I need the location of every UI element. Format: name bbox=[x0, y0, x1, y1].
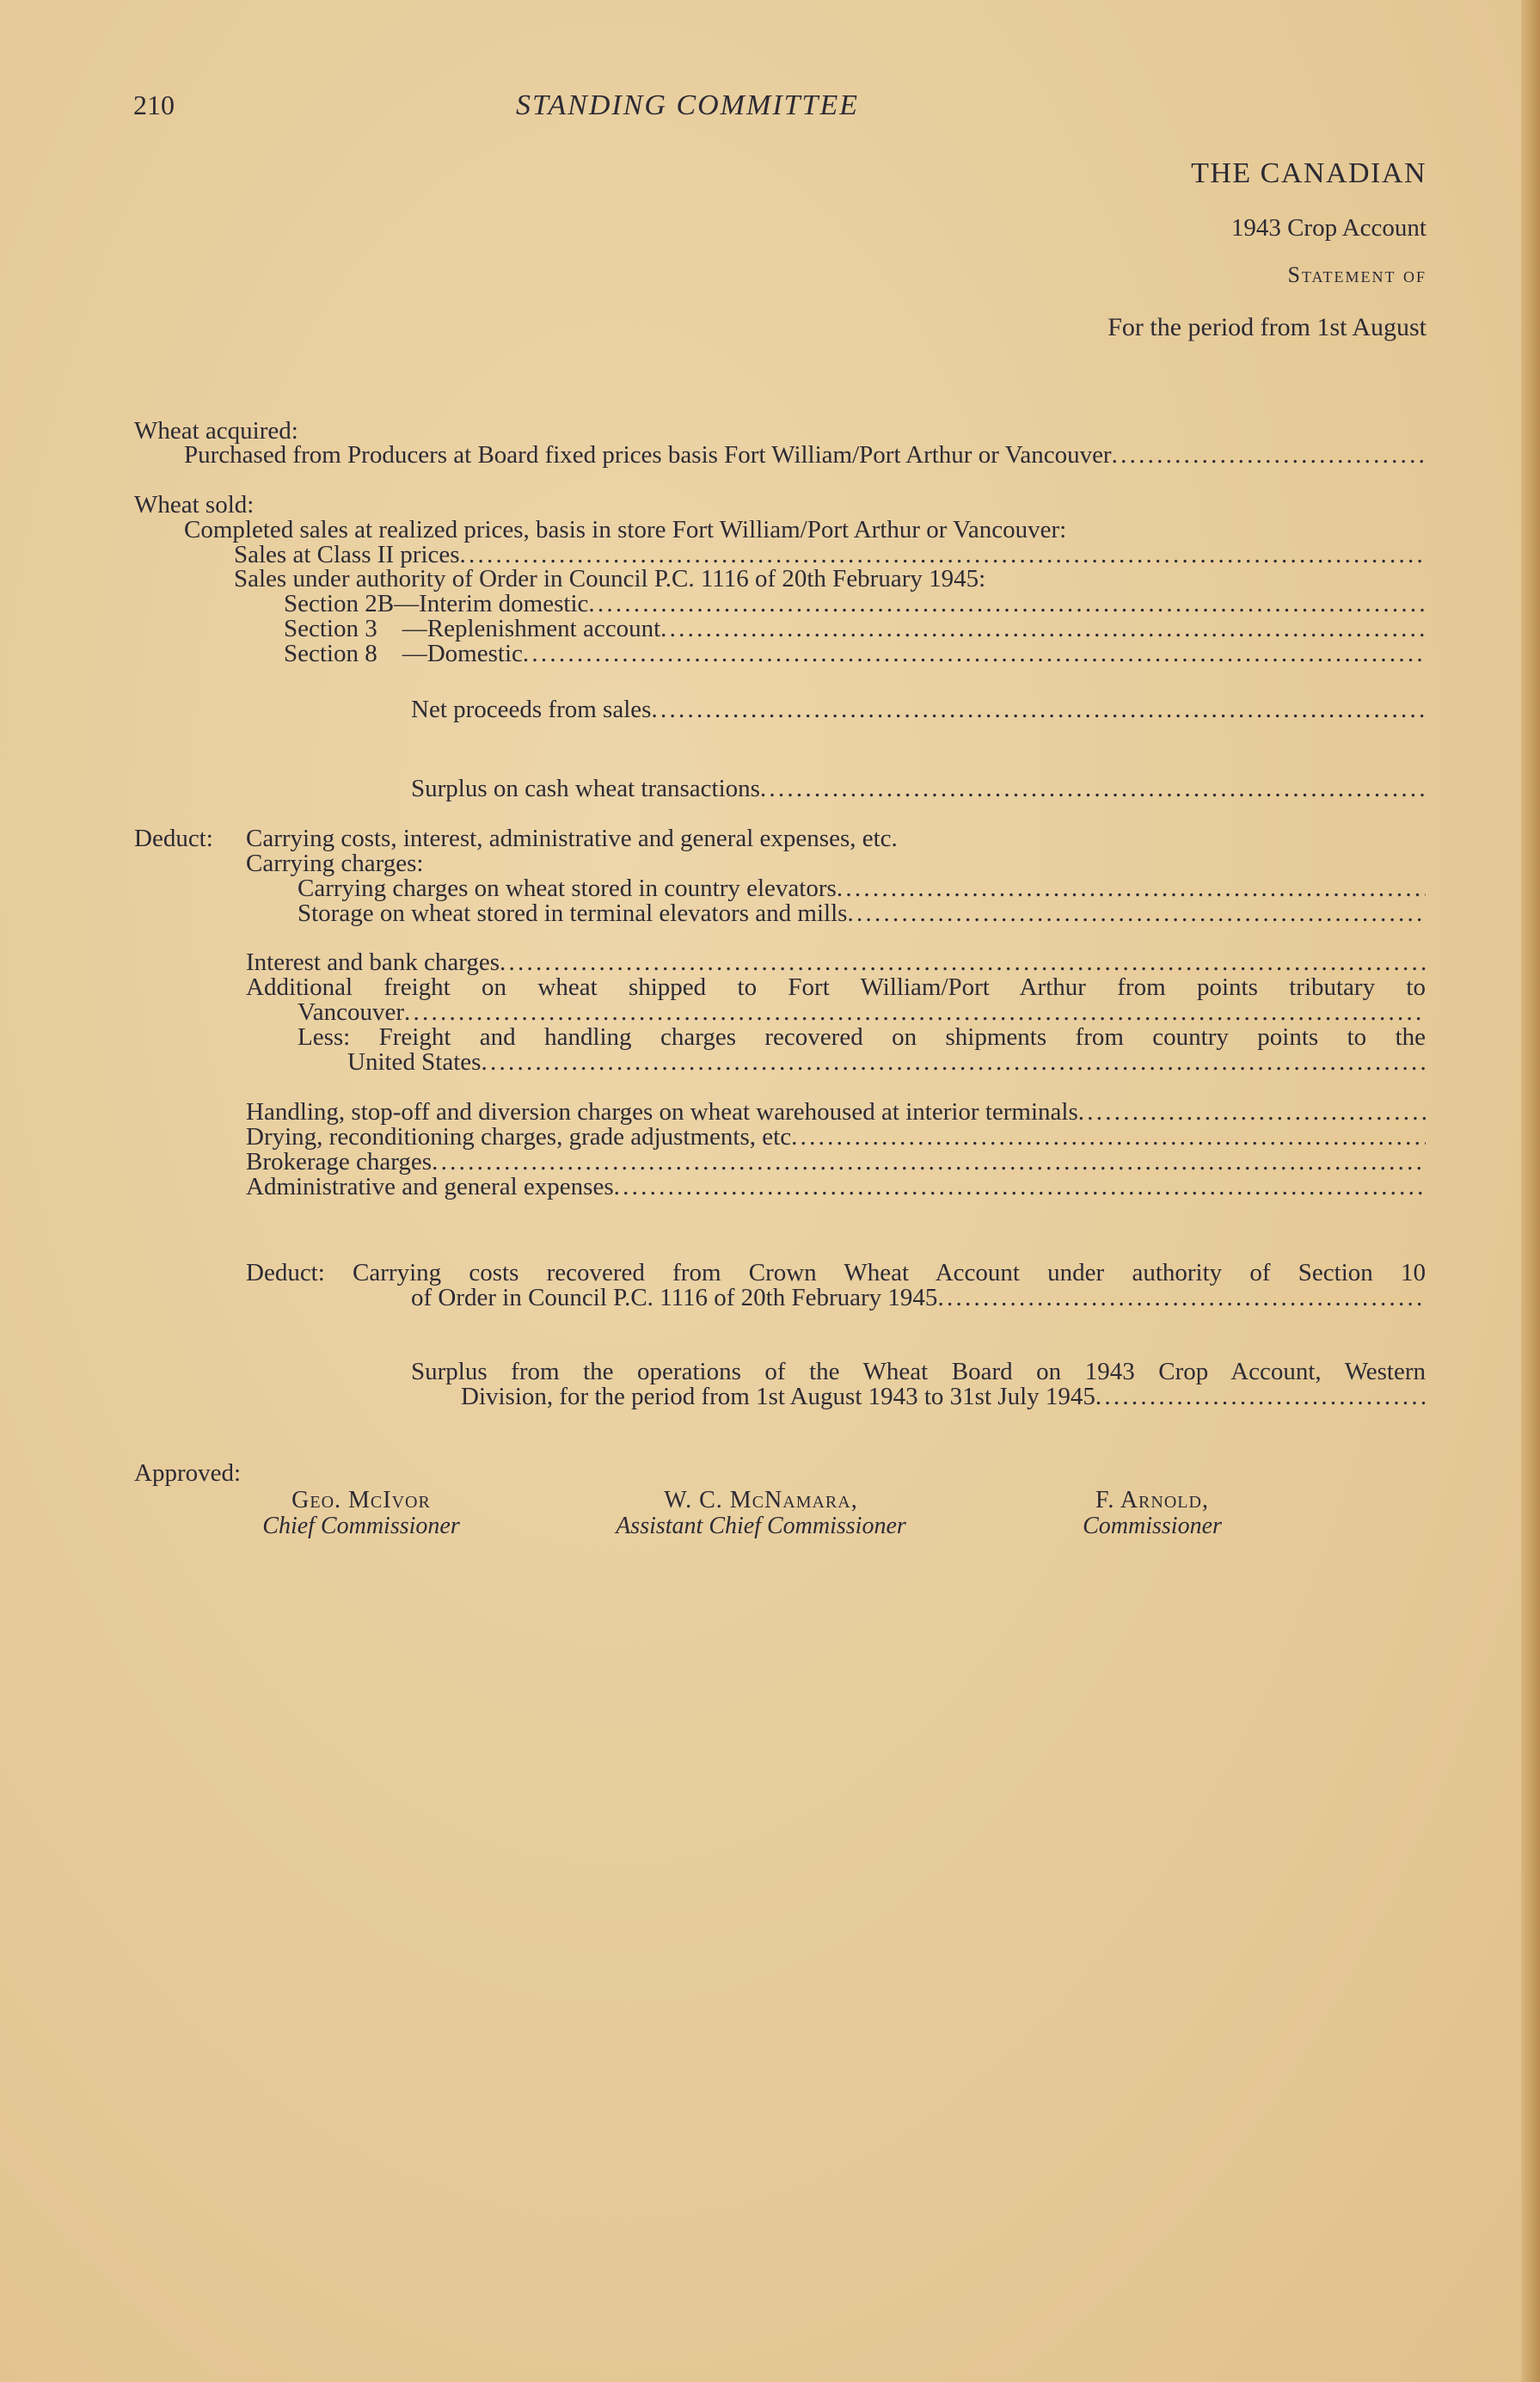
crop-account-label: 1943 Crop Account bbox=[1230, 214, 1426, 242]
deduct-carrying-label: Carrying costs, interest, administrative and general expenses, etc. bbox=[246, 825, 898, 852]
less-line-1: Less: Freight and handling charges recovered on shipments from country points to the bbox=[298, 1023, 1426, 1051]
completed-sales-label: Completed sales at realized prices, basis in store Fort William/Port Arthur or Vancouver: bbox=[184, 516, 1067, 543]
signature-assistant-chief-commissioner bbox=[559, 1488, 963, 1539]
signature-chief-commissioner bbox=[232, 1488, 490, 1539]
line-net-proceeds: Net proceeds from sales . . . bbox=[411, 697, 1426, 722]
line-section-8: Section 8 —Domestic . . . bbox=[284, 641, 1426, 666]
line-purchased: Purchased from Producers at Board fixed prices basis Fort William/Port Arthur or Vancouver . . . bbox=[184, 442, 1426, 468]
line-freight-vancouver: Vancouver . . . bbox=[298, 999, 1426, 1025]
period-label: For the period from 1st August bbox=[1107, 313, 1426, 341]
deduct-label: Deduct: bbox=[134, 825, 213, 852]
wheat-acquired-heading: Wheat acquired: bbox=[134, 417, 298, 445]
line-surplus-cash: Surplus on cash wheat transactions . . . bbox=[411, 776, 1426, 801]
line-handling: Handling, stop-off and diversion charges on wheat warehoused at interior terminals . . . bbox=[246, 1099, 1426, 1125]
statement-title: THE CANADIAN bbox=[1191, 157, 1426, 189]
line-less-united-states: United States . . . bbox=[347, 1049, 1426, 1075]
approved-label: Approved: bbox=[134, 1459, 242, 1487]
line-country-elevators: Carrying charges on wheat stored in country elevators . . . bbox=[298, 875, 1426, 901]
line-interest: Interest and bank charges . . . bbox=[246, 949, 1426, 975]
line-section-3: Section 3 —Replenishment account . . . bbox=[284, 616, 1426, 642]
signatory-name: W. C. McNamara, bbox=[664, 1487, 858, 1513]
line-terminal-storage: Storage on wheat stored in terminal elevators and mills . . . bbox=[298, 900, 1426, 926]
page-number: 210 bbox=[133, 89, 175, 120]
signatory-title: Chief Commissioner bbox=[262, 1513, 460, 1539]
carrying-charges-label: Carrying charges: bbox=[246, 850, 424, 877]
signatory-name: F. Arnold, bbox=[1095, 1487, 1209, 1513]
signatory-title: Commissioner bbox=[1083, 1513, 1222, 1539]
line-class-ii: Sales at Class II prices . . . bbox=[234, 542, 1426, 568]
recovered-line-1: Deduct: Carrying costs recovered from Crown Wheat Account under authority of Section 10 bbox=[246, 1259, 1426, 1286]
line-administrative: Administrative and general expenses . . . bbox=[246, 1174, 1426, 1200]
order-in-council-label: Sales under authority of Order in Council P.C. 1116 of 20th February 1945: bbox=[234, 565, 986, 592]
signature-commissioner bbox=[1040, 1488, 1264, 1539]
running-head: STANDING COMMITTEE bbox=[516, 89, 859, 121]
line-section-2b: Section 2B—Interim domestic . . . bbox=[284, 591, 1426, 617]
line-surplus-division: Division, for the period from 1st August 1943 to 31st July 1945 . . . bbox=[461, 1384, 1426, 1409]
line-drying: Drying, reconditioning charges, grade adjustments, etc . . . bbox=[246, 1124, 1426, 1150]
statement-label: Statement of bbox=[1287, 262, 1426, 287]
signatory-name: Geo. McIvor bbox=[291, 1487, 431, 1513]
surplus-line-1: Surplus from the operations of the Wheat Board on 1943 Crop Account, Western bbox=[411, 1358, 1426, 1385]
line-recovered-order: of Order in Council P.C. 1116 of 20th February 1945 . . . bbox=[411, 1285, 1426, 1311]
signatory-title: Assistant Chief Commissioner bbox=[616, 1513, 906, 1539]
wheat-sold-heading: Wheat sold: bbox=[134, 491, 255, 519]
freight-line-1: Additional freight on wheat shipped to Fort William/Port Arthur from points tributary to bbox=[246, 973, 1426, 1001]
line-brokerage: Brokerage charges . . . bbox=[246, 1149, 1426, 1175]
